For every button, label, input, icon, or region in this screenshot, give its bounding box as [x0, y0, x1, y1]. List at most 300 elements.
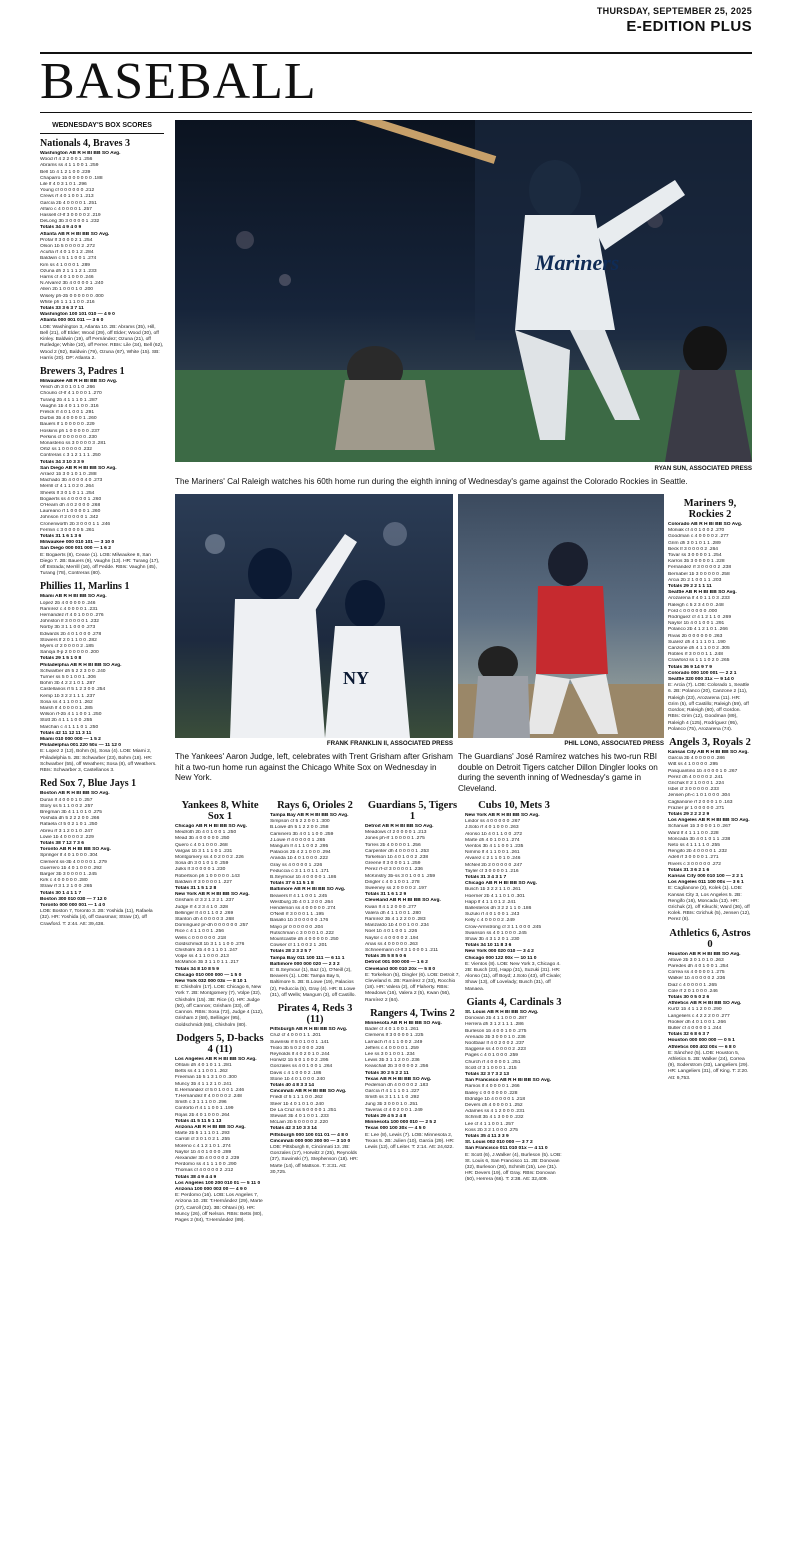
box-score-row: De La Cruz ss 5 0 0 0 0 1 .251	[270, 1107, 337, 1113]
yankees-photo-art	[175, 494, 453, 738]
box-score-row: Herrera dh 3 1 2 1 1 1 .286	[465, 1022, 524, 1028]
box-score-row: Arias ss 4 0 0 0 0 0 .263	[365, 941, 418, 947]
box-score-row: Kemp 1b 3 2 2 1 1 1 .237	[40, 693, 95, 699]
game-title: Rays 6, Orioles 2	[277, 800, 353, 811]
box-score-row: DeLong 3b 3 0 0 0 0 1 .232	[40, 219, 100, 225]
box-score-row: Sheets lf 3 0 1 0 1 1 .254	[40, 490, 95, 496]
box-score-row: Davis c 4 1 0 0 0 2 .186	[270, 1070, 322, 1076]
box-score-row: Lee cf 4 1 1 0 0 1 .257	[465, 1121, 514, 1127]
box-score-header-row: Houston 000 000 000 — 0 5 1	[668, 1038, 735, 1044]
box-score-header-row: Cleveland 000 010 20x — 5 8 0	[365, 966, 436, 972]
box-score-row: Sosa ss 4 1 1 0 0 1 .262	[40, 699, 93, 705]
game-notes: LOB: Pittsburgh 8, Cincinnati 13. 2B: Gonzales (17), Horwitz 2 (25), Reynolds (37), Suwinski (7), Stephenson (18). HR: Marte (14), off Mattson. T: 3:31. Att: 30,725.	[270, 1144, 359, 1175]
box-scores-label: WEDNESDAY'S BOX SCORES	[40, 120, 164, 134]
box-score-row: White ph 1 1 1 1 0 0 .216	[40, 299, 95, 305]
box-score-column-5	[566, 796, 664, 1528]
box-score-row: Happ lf 4 1 1 0 1 2 .241	[465, 899, 516, 905]
box-score-header-row: Seattle AB R H BI BB SO Avg.	[668, 590, 737, 596]
box-score-header-row: Tampa Bay 011 100 111 — 6 11 1	[270, 955, 345, 961]
box-score-header-row: San Diego 000 001 000 — 1 6 2	[40, 546, 111, 552]
box-score-row: Mead 3b 4 0 0 0 0 0 .250	[175, 836, 230, 842]
box-score-row: Henderson ss 4 0 0 0 0 0 .274	[270, 906, 336, 912]
box-score-row: Tovar ss 3 0 0 0 0 1 .254	[668, 553, 722, 559]
box-score-row: Goldschmidt 1b 3 1 1 1 0 0 .276	[175, 941, 245, 947]
box-score-row: Fermin c 3 0 0 0 0 5 .261	[40, 527, 95, 533]
box-score-row: Young cf 0 0 0 0 0 0 .212	[40, 188, 95, 194]
box-score-header-row: Toronto 000 000 001 — 1 4 0	[40, 902, 106, 908]
box-score-row: Sweeney ss 2 0 0 0 0 2 .197	[365, 886, 427, 892]
box-score-row: Volpe ss 4 1 1 0 0 0 .213	[175, 954, 229, 960]
box-score-row: Friedl cf 5 1 1 1 0 0 .262	[270, 1095, 323, 1101]
box-score-row: Monasterio ss 3 0 0 0 0 3 .281	[40, 440, 106, 446]
box-score-row: Paredes dh 4 0 1 0 0 1 .254	[668, 964, 729, 969]
box-score-header-row: Philadelphia AB R H BI BB SO Avg.	[40, 662, 122, 668]
game-notes: LOB: Boston 7, Toronto 3. 2B: Yoshida (11), Rafaela (32). HR: Yoshida (4), off Gausman; Straw (3), off Crawford. T: 2:44. Att: 39,438.	[40, 909, 153, 927]
box-score-row: McMahon 3b 3 1 1 0 1 1 .217	[175, 960, 239, 966]
box-score-row: Simpson cf 5 2 2 0 0 1 .300	[270, 819, 330, 825]
box-score-row: Schmitt 3b 4 1 3 0 0 0 .232	[465, 1115, 524, 1121]
box-score-row: Julks lf 3 0 0 0 0 1 .230	[175, 867, 226, 873]
box-score-row: Bohm 3b 4 2 2 1 0 1 .287	[40, 681, 95, 687]
box-score-header-row: San Diego AB R H BI BB SO Avg.	[40, 465, 117, 471]
box-score-row: Marte 2b 5 1 1 1 0 1 .293	[175, 1131, 230, 1137]
box-score-header-row: Detroit AB R H BI BB SO Avg.	[365, 824, 434, 829]
box-score-header-row: Seattle 320 000 31x — 9 14 0	[668, 677, 734, 683]
box-score-row: Schneemann cf-lf 3 1 0 0 0 1 .211	[365, 948, 439, 954]
box-score-row: Langeliers c 4 2 2 2 0 0 .277	[668, 1013, 730, 1019]
box-score-header-row: Totals 30 0 5 0 2 6	[668, 995, 710, 1001]
box-score-row: Duran lf 4 0 0 0 1 0 .257	[40, 797, 93, 803]
game-notes: E: Chisholm (17). LOB: Chicago 6, New York 7. 2B: Montgomery (7), Volpe (32), Chisholm (15). 3B: Rice (4). HR: Judge (50), off Cannon; Grisham (33), off Cannon. RBIs: Sosa (72), Judge 4 (112), Grisham 2 (68), Bellinger (95), Goldschmidt (65), Chisholm (80).	[175, 985, 264, 1028]
box-score-row: Feduccia c 3 1 1 0 1 1 .171	[270, 868, 329, 874]
box-score-row: Triolo 3b 5 0 2 0 0 0 .226	[270, 1045, 325, 1051]
game-title: Dodgers 5, D-backs 4 (11)	[176, 1032, 264, 1055]
box-score-row: Karros 3b 3 0 0 0 0 1 .228	[668, 559, 725, 565]
box-score-row: Cronenworth 2b 3 0 0 0 1 1 .246	[40, 521, 111, 527]
box-score-row: Rojas 2b 4 0 1 0 0 0 .264	[175, 1112, 230, 1118]
box-score-header-row: Toronto AB R H BI BB SO Avg.	[40, 847, 111, 853]
box-score-header-row: Texas AB R H BI BB SO Avg.	[365, 1076, 432, 1082]
edition-date: THURSDAY, SEPTEMBER 25, 2025	[596, 6, 752, 16]
box-score-header-row: Totals 28 2 3 2 5 7	[270, 949, 312, 955]
game-notes: E: Sánchez (5). LOB: Houston 5, Athletics 5. 2B: Walker (24), Correa (9), Soderstrom (33), Langeliers (29). HR: Langeliers (31), off King. T: 2:20. Att: 9,753.	[668, 1050, 749, 1081]
box-score-header-row: Philadelphia 001 220 50x — 11 12 0	[40, 743, 122, 749]
box-score-header-row: Washington 100 101 010 — 4 9 0	[40, 312, 115, 318]
box-score-header-row: Totals 34 8 10 8 5 9	[175, 966, 219, 972]
box-score-row: Kirk c 4 0 0 0 0 0 .280	[40, 878, 88, 884]
game-notes: E: Torkelson (5), Dingler (6). LOB: Detroit 7, Cleveland 6. 2B: Ramírez 2 (33), Rocchio (18). HR: Valera (2), off Flaherty. RBIs: Meadows (16), Valera 2 (5), Kwan (56), Ramírez 2 (84).	[365, 972, 460, 1003]
svg-text:NY: NY	[343, 668, 369, 688]
box-score-header-row: Pittsburgh AB R H BI BB SO Avg.	[270, 1027, 348, 1033]
box-score-row: Lopez 2b 4 0 0 0 0 0 .246	[40, 600, 96, 606]
box-score-header-row: Baltimore AB R H BI BB SO Avg.	[270, 887, 346, 893]
box-score-row: Canzone dh 4 1 1 0 0 2 .305	[668, 646, 730, 652]
box-score-row: Perez dh 4 0 0 0 0 2 .241	[668, 774, 723, 780]
box-score-header-row: San Francisco AB R H BI BB SO Avg.	[465, 1078, 552, 1084]
box-score-row: Cole rf 2 0 1 0 0 0 .246	[668, 988, 718, 994]
section-title: BASEBALL	[40, 53, 317, 110]
box-score-header-row: Cincinnati AB R H BI BB SO Avg.	[270, 1089, 347, 1095]
box-score-header-row: Totals 34 3 10 3 3 9	[40, 459, 84, 465]
box-score-row: Steer 1b 4 0 1 0 1 0 .240	[270, 1101, 324, 1107]
box-score-header-row: Totals 31 1 6 1 3 6	[40, 533, 82, 539]
game-title: Nationals 4, Braves 3	[40, 138, 130, 149]
box-score-header-row: Chicago 010 000 000 — 1 5 0	[175, 972, 242, 978]
box-score-column-4	[465, 796, 563, 1528]
box-score-header-row: Arizona AB R H BI BB SO Avg.	[175, 1124, 246, 1130]
box-score-row: Marchan c 4 1 1 1 0 1 .250	[40, 724, 99, 730]
box-score-row: Vargas 1b 3 1 1 1 0 1 .231	[175, 848, 233, 854]
box-score-row: Nimmo lf 4 1 1 0 0 1 .261	[465, 850, 520, 856]
box-score-row: Jensen ph-c 1 0 1 0 0 0 .304	[668, 793, 730, 799]
box-score-row: McKinstry 3b-ss 3 0 1 0 0 1 .259	[365, 873, 436, 879]
box-score-header-row: New York 000 020 010 — 3 4 2	[465, 949, 534, 955]
box-score-header-row: Totals 32 6 8 6 3 7	[668, 1032, 710, 1038]
box-score-row: Grichuk lf 2 1 0 0 0 1 .224	[668, 780, 725, 786]
box-score-row: Durbin 3b 4 0 0 0 0 1 .260	[40, 416, 97, 422]
box-score-header-row: Minnesota AB R H BI BB SO Avg.	[365, 1020, 442, 1026]
box-score-row: Vientos 3b 4 1 1 0 0 1 .235	[465, 844, 524, 850]
game-title: Guardians 5, Tigers 1	[367, 800, 458, 822]
box-score-row: Naylor c 4 0 0 0 0 2 .194	[365, 935, 419, 941]
catcher-figure	[335, 346, 435, 450]
box-score-row: Bauers lf 1 0 0 0 0 0 .229	[40, 422, 95, 428]
box-score-header-row: Totals 41 5 11 5 1 13	[175, 1118, 222, 1124]
box-score-row: Johnson rf 2 0 0 0 0 1 .342	[40, 515, 99, 521]
box-score-row: Robles rf 3 0 0 0 1 1 .248	[668, 652, 723, 658]
box-score-row: García 2b 4 0 0 0 0 1 .251	[40, 200, 97, 206]
game-notes: E: Perdomo (16). LOB: Los Angeles 7, Arizona 10. 2B: T.Hernández (29), Marte (27), Carroll (32). 3B: Ohtani (9). HR: Muncy (26), off Nelson. RBIs: Betts (80), Pages 2 (84), T.Hernández (89).	[175, 1193, 263, 1223]
box-score-row: Adell rf 3 0 0 0 0 1 .271	[668, 855, 719, 861]
box-score-row: Torkelson 1b 4 0 1 0 0 2 .238	[365, 855, 429, 861]
box-score-row: Manzardo 1b 4 0 0 1 0 0 .234	[365, 923, 429, 929]
box-score-row: Laureano rf 1 0 0 0 0 1 .260	[40, 509, 101, 515]
box-score-header-row: Minnesota 100 000 010 — 2 5 2	[365, 1120, 437, 1126]
box-score-header-row: Totals 29 2 2 2 2 9	[668, 811, 710, 817]
box-score-row: Alfaro c 4 0 0 0 0 1 .257	[40, 206, 92, 212]
box-score-row: Marsh lf 4 0 0 0 0 1 .285	[40, 706, 93, 712]
box-score-row: Rivas 2b 0 0 0 0 0 0 .263	[668, 633, 723, 639]
box-score-header-row: Totals 36 9 14 9 7 9	[668, 664, 712, 670]
box-score-row: Ozuna dh 2 1 1 1 2 1 .233	[40, 268, 97, 274]
box-score-row: Church rf 4 0 0 0 0 1 .251	[465, 1059, 521, 1065]
box-score-header-row: Los Angeles 011 100 00x — 3 6 1	[668, 880, 744, 886]
box-score-header-row: Detroit 001 000 000 — 1 6 2	[365, 960, 428, 966]
box-score-row: Rooker dh 4 0 1 0 0 1 .266	[668, 1019, 726, 1025]
box-score-row: Wisely ph-2b 0 0 0 0 0 0 .000	[40, 293, 104, 299]
box-score-row: Cowser cf 1 1 0 0 2 1 .201	[270, 943, 328, 949]
box-score-row: Adames ss 4 1 2 0 0 0 .231	[465, 1109, 525, 1115]
box-score-row: Beck lf 3 0 0 0 0 2 .264	[668, 546, 719, 552]
box-score-row: O'Hearn dh 4 0 2 0 0 0 .268	[40, 502, 101, 508]
box-score-row: Abrams ss 4 1 1 0 0 1 .259	[40, 163, 99, 169]
box-score-row: Moreno c 4 1 2 1 0 1 .274	[175, 1143, 231, 1149]
box-score-row: Isbel cf 3 0 0 0 0 0 .233	[668, 787, 719, 793]
box-score-row: Suwinski rf 5 0 1 0 0 1 .141	[270, 1039, 329, 1045]
box-score-row: Wells c 0 0 0 0 0 0 .218	[175, 935, 227, 941]
box-score-row: Stott 2b 4 1 1 1 0 0 .255	[40, 718, 93, 724]
box-score-header-row: Totals 38 4 9 4 4 9	[175, 1174, 217, 1180]
box-score-row: Eldridge 1b 4 0 0 0 0 1 .218	[465, 1096, 526, 1102]
box-score-row: Smith ss 3 1 1 1 1 0 .292	[365, 1095, 420, 1101]
game-title: Brewers 3, Padres 1	[40, 365, 125, 377]
box-score-row: Straw rf 3 1 2 1 0 0 .265	[40, 884, 93, 890]
box-score-row: Rengifo 2b 4 0 0 0 0 1 .232	[668, 849, 728, 855]
box-score-header-row: Colorado AB R H BI BB SO Avg.	[668, 522, 743, 527]
box-score-row: Shaw 3b 4 3 1 2 0 1 .230	[465, 937, 520, 943]
box-score-row: Yoshida dh 5 2 2 2 0 0 .266	[40, 816, 100, 822]
box-score-row: Stewart 3b 4 0 1 0 0 1 .233	[270, 1113, 329, 1119]
main-photo-art	[175, 120, 752, 462]
box-score-row: Castellanos rf 5 1 2 3 0 0 .254	[40, 687, 106, 693]
game-notes: E: Caglianone (2), Kolek (1). LOB: Kansas City 3, Los Angeles 5. 2B: Rengifo (16), Moncada (13). HR: Grichuk (2), off Kikuchi; Ward (36), off Kolek. RBIs: Grichuk (5), Jensen (12), Perez (8).	[668, 886, 751, 923]
box-score-row: Jung 3b 3 0 0 0 1 0 .251	[365, 1101, 418, 1107]
game-title: Rangers 4, Twins 2	[370, 1007, 455, 1019]
game-title: Cubs 10, Mets 3	[478, 800, 550, 811]
box-score-row: Saggese ss 4 0 0 0 0 2 .223	[465, 1047, 526, 1053]
box-score-row: Pasquantino 1b 4 0 0 0 1 0 .267	[668, 768, 738, 774]
box-score-header-row: Baltimore 000 000 020 — 2 3 2	[270, 961, 340, 967]
box-score-row: Diaz c 4 0 0 0 0 1 .265	[668, 982, 717, 988]
box-score-row: Beavers lf 4 1 1 0 0 1 .245	[270, 893, 328, 899]
box-score-header-row: New York 032 000 03x — 8 10 1	[175, 979, 247, 985]
box-score-row: Cruz cf 4 0 0 0 1 1 .201	[270, 1033, 321, 1039]
box-score-row: Bellinger lf 4 0 1 1 0 2 .269	[175, 910, 234, 916]
box-score-row: Contreras c 3 1 2 1 1 1 .250	[40, 453, 101, 459]
box-score-row: Ramírez c 4 0 0 0 0 1 .231	[40, 606, 98, 612]
main-photo	[175, 120, 752, 462]
box-score-row: Donovan 2b 4 1 1 0 0 0 .287	[465, 1016, 527, 1022]
box-score-row: Ballesteros dh 3 2 2 1 1 0 .186	[465, 906, 532, 912]
box-score-row: Meadows cf 2 0 0 0 0 1 .213	[365, 830, 427, 836]
box-score-row: Torres 2b 4 0 0 0 0 1 .256	[365, 842, 421, 848]
box-score-header-row: Totals 31 1 5 1 2 8	[175, 886, 217, 892]
box-score-header-row: Totals 37 6 11 5 1 8	[270, 881, 314, 887]
box-score-header-row: Kansas City 000 010 100 — 2 2 1	[668, 873, 744, 879]
box-score-row: T.Hernández lf 4 0 0 0 0 2 .248	[175, 1093, 242, 1099]
box-score-row: Rafaela cf 5 0 2 1 0 1 .250	[40, 822, 98, 828]
box-score-row: García rf 4 1 1 1 0 1 .227	[365, 1089, 420, 1095]
box-score-header-row: Boston 300 010 030 — 7 12 0	[40, 896, 107, 902]
box-score-header-row: Totals 34 4 9 4 0 9	[40, 225, 82, 231]
box-score-row: Kwan lf 4 1 2 0 0 0 .277	[365, 904, 417, 910]
box-score-row: Edwards 2b 4 0 1 0 0 0 .278	[40, 631, 102, 637]
box-score-row: Montgomery ss 4 0 2 0 0 2 .226	[175, 855, 244, 861]
box-score-column-3	[365, 796, 460, 1528]
box-score-header-row: Totals 33 3 6 3 7 11	[40, 306, 84, 312]
box-score-row: Wilson rf-2b 4 1 1 0 0 1 .250	[40, 712, 102, 718]
box-score-row: O'Neill rf 3 0 0 0 1 1 .195	[270, 912, 324, 918]
box-score-row: Jeffers c 4 0 0 0 0 1 .259	[365, 1045, 419, 1051]
box-score-row: Palacios 2b 4 2 1 0 0 0 .294	[270, 850, 331, 856]
box-score-row: Alonso 1b 4 0 1 1 0 0 .272	[465, 831, 523, 837]
box-score-row: Alvarez c 2 1 1 0 1 0 .246	[465, 856, 521, 862]
box-score-row: Mayo pr 0 0 0 0 0 0 .204	[270, 924, 324, 930]
box-score-header-row: Washington AB R H BI BB SO Avg.	[40, 151, 121, 156]
box-score-row: Stowers lf 2 0 1 1 0 0 .282	[40, 637, 97, 643]
box-score-row: Vaughn 1b 4 0 1 1 0 0 .316	[40, 403, 99, 409]
box-score-header-row: Totals 31 3 4 3 1 7	[465, 875, 507, 881]
box-score-row: Bell 1b 4 1 2 1 0 0 .239	[40, 169, 91, 175]
game-notes: E: Lee (8), Lewis (7). LOB: Minnesota 2, Texas 5. 2B: Julien (10), Garcia (29). HR: Lewis (12), off Leiter. T: 2:14. Att: 24,622.	[365, 1132, 455, 1150]
box-score-row: Johnston lf 3 0 0 0 0 1 .232	[40, 619, 100, 625]
box-score-row: Suárez dh 4 1 1 1 0 1 .190	[668, 639, 726, 645]
box-score-row: E.Hernández cf 5 0 1 0 0 1 .246	[175, 1087, 245, 1093]
box-score-row: Hassell cf-lf 3 0 0 0 0 2 .219	[40, 213, 101, 219]
box-score-header-row: New York AB R H BI BB SO Avg.	[175, 892, 250, 898]
box-score-row: Baldwin c 5 1 1 0 0 1 .274	[40, 256, 97, 262]
box-score-row: Merrill cf 4 1 1 0 2 0 .264	[40, 484, 94, 490]
box-score-row: Kurtz 1b 4 1 1 2 0 0 .290	[668, 1007, 722, 1013]
box-score-header-row: Boston AB R H BI BB SO Avg.	[40, 791, 110, 797]
box-score-header-row: Los Angeles AB R H BI BB SO Avg.	[668, 818, 750, 824]
box-score-header-row: Houston AB R H BI BB SO Avg.	[668, 951, 741, 957]
svg-text:Mariners: Mariners	[535, 250, 620, 275]
box-score-row: Larnach rf 4 1 1 0 0 2 .249	[365, 1039, 423, 1045]
box-score-header-row: Athletics AB R H BI BB SO Avg.	[668, 1001, 742, 1007]
box-score-row: Alexander 3b 4 0 0 0 0 2 .239	[175, 1155, 240, 1161]
box-score-header-row: Atlanta AB R H BI BB SO Avg.	[40, 231, 110, 237]
box-score-header-row: Milwaukee AB R H BI BB SO Avg.	[40, 378, 118, 384]
game-title: Mariners 9, Rockies 2	[683, 498, 737, 520]
box-score-row: Harris cf 4 0 1 0 0 0 .246	[40, 275, 94, 281]
box-score-row: Gonzales ss 4 0 1 0 0 1 .264	[270, 1064, 333, 1070]
box-score-row: McLain 2b 5 0 0 0 0 2 .220	[270, 1120, 328, 1126]
box-score-row: Myers cf 2 0 0 0 0 2 .185	[40, 644, 94, 650]
box-score-row: Schanuel 1b 3 0 0 0 1 0 .267	[668, 824, 731, 830]
box-score-row: Ramírez 3b 4 1 2 2 0 0 .283	[365, 917, 426, 923]
box-score-row: Bailey c 0 0 0 0 0 0 .228	[465, 1090, 518, 1096]
box-score-row: Taveras cf 4 0 2 0 0 1 .249	[365, 1107, 423, 1113]
guardians-photo-credit: PHIL LONG, ASSOCIATED PRESS	[564, 740, 664, 747]
masthead	[40, 6, 752, 50]
box-score-row: Clement ss-3b 4 0 0 0 0 1 .279	[40, 859, 107, 865]
box-score-header-row: Totals 35 4 11 3 3 9	[465, 1133, 509, 1139]
box-score-row: Guerrero 1b 4 0 1 0 0 0 .292	[40, 865, 102, 871]
box-score-row: Witt ss 4 1 0 0 0 0 .295	[668, 762, 719, 768]
box-score-header-row: Totals 31 1 6 1 2 9	[365, 892, 407, 898]
box-score-row: Ohtani dh 4 0 1 0 1 1 .281	[175, 1062, 232, 1068]
box-score-row: García 3b 4 0 0 0 0 0 .286	[668, 756, 725, 762]
box-score-row: Suzuki rf 4 0 1 0 0 1 .243	[465, 912, 520, 918]
box-score-row: Keaschall 2b 3 0 0 0 0 2 .256	[365, 1064, 429, 1070]
box-score-header-row: Atlanta 000 001 011 — 3 6 0	[40, 318, 104, 324]
box-score-row: Rodríguez cf 4 1 2 1 1 0 .269	[668, 615, 732, 621]
box-score-row: N.Alvarez 3b 4 0 0 0 0 1 .240	[40, 281, 104, 287]
box-score-row: Ford c 0 0 0 0 0 0 .000	[668, 608, 718, 614]
box-score-header-row: Totals 34 10 11 8 3 6	[465, 943, 512, 949]
box-score-row: Scott cf 3 1 0 0 0 1 .215	[465, 1065, 517, 1071]
box-score-row: Dingler c 4 0 1 0 0 1 .278	[365, 879, 420, 885]
box-score-row: Bregman 3b 4 1 1 0 1 0 .275	[40, 809, 102, 815]
box-score-row: Westburg 2b 4 0 1 2 0 0 .264	[270, 899, 333, 905]
box-score-row: Chisholm 2b 4 0 1 1 0 1 .247	[175, 948, 238, 954]
box-score-row: Lowe 1b 4 0 0 0 0 2 .229	[40, 834, 94, 840]
yankees-photo-caption: The Yankees' Aaron Judge, left, celebrates with Trent Grisham after Grisham hit a two-run home run against the Chicago White Sox on Wednesday in New York.	[175, 752, 453, 782]
box-score-header-row: Totals 35 5 8 5 0 6	[365, 954, 407, 960]
box-score-row: Hoskins ph 1 0 0 0 0 0 .237	[40, 428, 100, 434]
box-score-row: Carroll cf 3 0 1 0 2 1 .255	[175, 1137, 230, 1143]
box-score-row: Betts ss 4 1 1 0 0 1 .262	[175, 1069, 228, 1075]
box-score-row: Reynolds lf 4 0 2 0 1 0 .244	[270, 1051, 330, 1057]
box-score-row: Hernández rf 4 0 1 0 0 0 .276	[40, 613, 104, 619]
box-score-row: Robertson ph 1 0 0 0 0 0 .143	[175, 873, 240, 879]
box-score-row: Grim dh 3 0 1 0 1 1 .289	[668, 540, 721, 546]
box-score-row: Olson 1b 5 0 0 0 0 2 .272	[40, 244, 95, 250]
right-box-score-column	[668, 494, 752, 1528]
box-score-row: Chaparro 1b 0 0 0 0 0 0 .188	[40, 175, 103, 181]
box-score-row: Fernández rf 3 0 0 0 0 2 .238	[668, 565, 732, 571]
box-score-row: Freeman 1b 5 1 3 1 0 0 .300	[175, 1075, 237, 1081]
box-score-header-row: Pittsburgh 000 100 011 01 — 4 8 0	[270, 1132, 349, 1138]
box-score-header-row: Chicago AB R H BI BB SO Avg.	[465, 881, 538, 887]
box-score-row: Domínguez pr-dh 0 0 0 0 0 0 .257	[175, 923, 249, 929]
box-score-row: Crews rf 4 0 1 0 0 1 .213	[40, 194, 94, 200]
box-score-header-row: Totals 30 1 4 1 1 7	[40, 890, 82, 896]
box-score-row: Crawford ss 1 1 1 0 2 0 .265	[668, 658, 730, 664]
box-score-row: Walker 1b 4 0 0 0 0 2 .236	[668, 976, 726, 982]
box-score-row: J.Lowe rf 4 0 0 0 0 1 .265	[270, 837, 326, 843]
umpire-figure	[665, 326, 752, 462]
game-title: Yankees 8, White Sox 1	[181, 800, 259, 822]
box-score-header-row: Los Angeles AB R H BI BB SO Avg.	[175, 1056, 257, 1062]
box-score-header-row: Miami 010 000 000 — 1 5 2	[40, 737, 101, 743]
box-score-row: Lee ss 3 0 1 0 0 1 .234	[365, 1051, 415, 1057]
box-score-row: Lindor ss 4 0 0 0 0 0 .267	[465, 819, 521, 825]
game-notes: E: Vientos (8). LOB: New York 3, Chicago 4. 2B: Busch (23), Happ (31), Suzuki (31). HR: Alonso (11), off Boyd; J.Soto (43), off Civale; Shaw (13), off Lovelady; Busch (31), off Manaea.	[465, 961, 562, 992]
box-score-row: Polanco 2b 4 1 2 1 0 1 .266	[668, 627, 728, 633]
game-title: Pirates 4, Reds 3 (11)	[277, 1003, 353, 1026]
box-score-header-row: Athletics 000 402 00x — 6 8 0	[668, 1044, 736, 1050]
box-score-row: Horwitz 1b 5 0 1 0 0 2 .295	[270, 1058, 329, 1064]
box-score-row: Carpenter dh 4 0 0 0 0 1 .253	[365, 848, 429, 854]
left-box-score-column	[40, 120, 164, 1528]
box-score-row: Sosa dh 3 0 1 0 1 0 .259	[175, 861, 229, 867]
box-score-row: Caminero 3b 4 0 1 1 0 0 .259	[270, 831, 334, 837]
guardians-photo	[458, 494, 664, 738]
box-score-row: Ward lf 4 1 1 1 0 0 .228	[668, 830, 719, 836]
box-score-header-row: Totals 42 3 10 3 3 14	[270, 1126, 317, 1132]
main-photo-credit: RYAN SUN, ASSOCIATED PRESS	[654, 465, 752, 472]
box-score-row: Pérez rf-cf 3 0 0 0 0 1 .236	[365, 867, 423, 873]
box-score-header-row: Texas 000 100 30x — 4 5 0	[365, 1126, 426, 1132]
box-score-row: Noel 1b 4 0 1 0 0 1 .226	[365, 929, 418, 935]
box-score-row: Machado 3b 4 0 0 0 4 0 .273	[40, 478, 103, 484]
edition-label[interactable]: E-EDITION PLUS	[626, 18, 752, 35]
box-score-row: Moniak cf 4 0 1 0 0 2 .270	[668, 528, 725, 534]
box-score-row: Norby 3b 3 1 1 0 0 0 .273	[40, 625, 96, 631]
box-score-row: B.Lowe dh 5 1 2 2 0 0 .258	[270, 825, 329, 831]
box-score-row: Smith c 3 1 1 1 0 0 .296	[175, 1100, 227, 1106]
box-score-column-1	[175, 796, 265, 1528]
box-score-header-row: Totals 38 7 12 7 3 6	[40, 840, 84, 846]
game-title: Angels 3, Royals 2	[669, 736, 751, 748]
box-score-row: Arozarena lf 4 0 1 1 0 3 .233	[668, 596, 730, 602]
box-score-row: Burleson 1b 4 0 0 1 0 0 .275	[465, 1028, 527, 1034]
box-score-row: Marte dh 4 0 1 0 0 1 .274	[465, 837, 520, 843]
main-photo-caption: The Mariners' Cal Raleigh watches his 60th home run during the eighth inning of Wednesday's game against the Colorado Rockies in Seattle.	[175, 477, 688, 486]
box-score-header-row: San Francisco 011 010 01x — 4 11 0	[465, 1146, 548, 1152]
box-score-row: Raleigh c 5 2 3 4 0 0 .248	[668, 602, 724, 608]
box-score-header-row: Chicago 000 122 00x — 10 11 0	[465, 955, 537, 961]
box-score-row: McNeil 2b 2 0 0 0 0 0 .247	[465, 862, 523, 868]
box-score-row: Gray ss 4 0 0 0 0 1 .226	[270, 862, 323, 868]
box-score-column-2	[270, 796, 360, 1528]
box-score-row: Conforto rf 4 1 1 0 0 1 .199	[175, 1106, 234, 1112]
box-score-row: Correa ss 4 0 0 0 0 1 .275	[668, 970, 725, 976]
box-score-header-row: Milwaukee 000 010 101 — 3 10 0	[40, 540, 115, 546]
box-score-row: Abreu rf 3 1 2 0 1 0 .247	[40, 828, 93, 834]
